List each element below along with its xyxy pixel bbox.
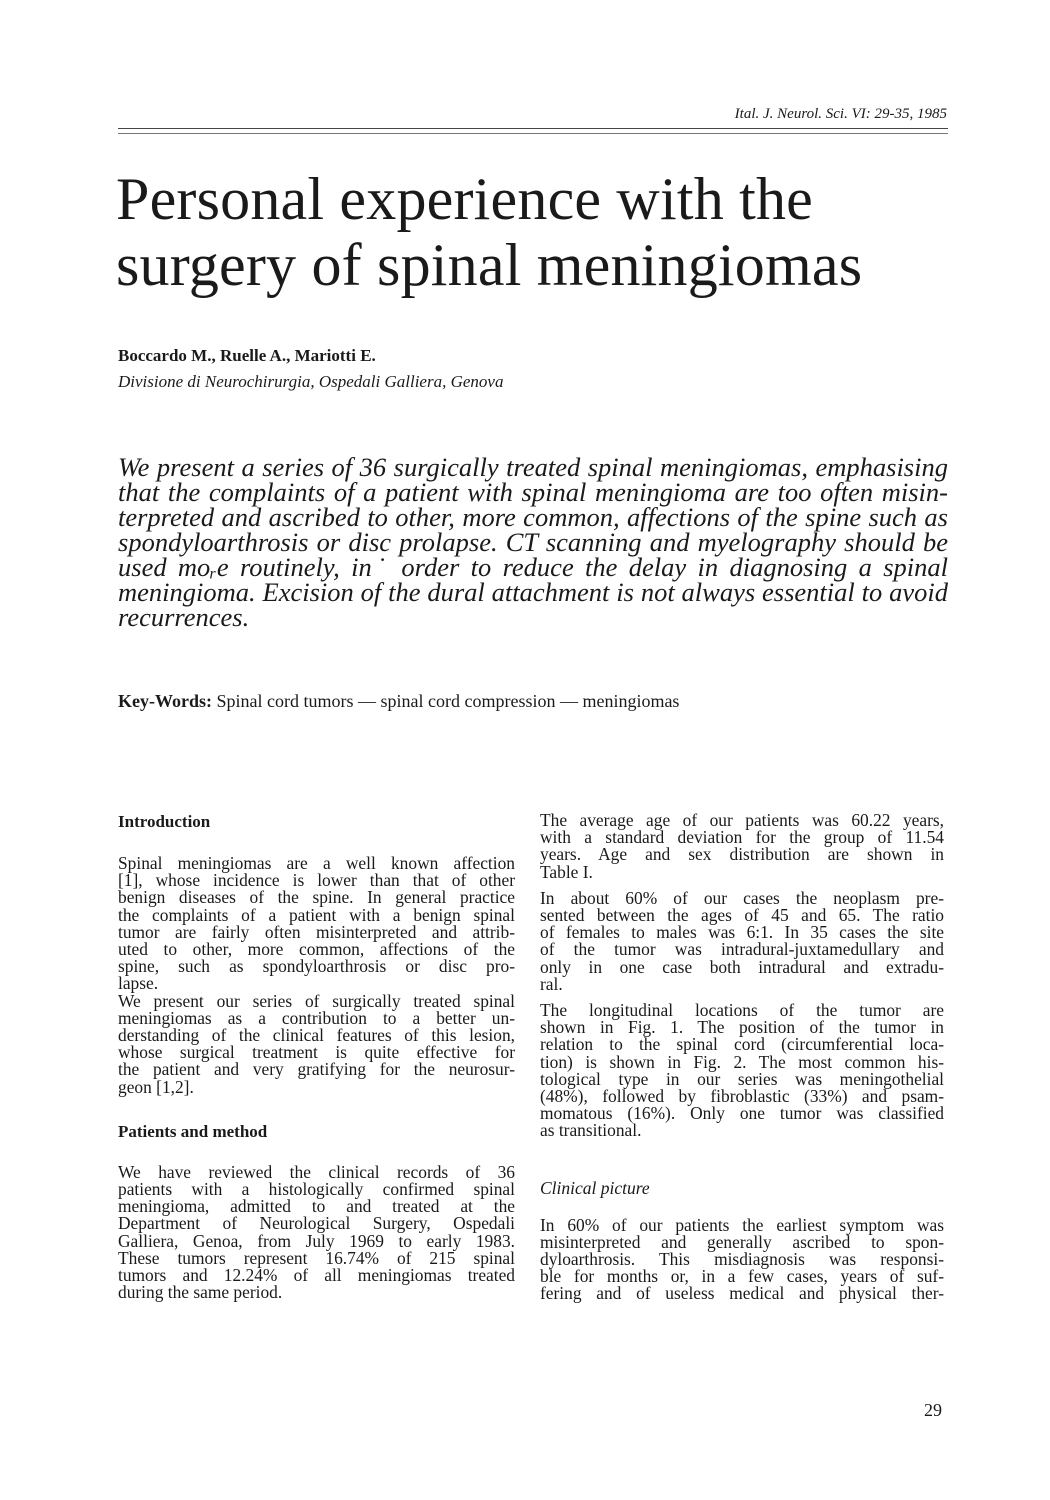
intro-paragraph-2 [118,990,515,1097]
page-number: 29 [924,1400,942,1420]
text-line: spine, such as spondyloarthrosis or disc pro- [118,956,515,977]
title-line-1: Personal experience with the [116,166,814,232]
text-line: meningioma, admitted to and treated at the [118,1196,515,1217]
text-line: Department of Neurological Surgery, Ospedali [118,1213,515,1234]
text-line: sented between the ages of 45 and 65. The ratio [540,905,944,926]
journal-reference: Ital. J. Neurol. Sci. VI: 29-35, 1985 [734,106,947,122]
text-line: with a standard deviation for the group of 11.54 [540,827,944,848]
text-line: patients with a histologically confirmed spinal [118,1179,515,1200]
text-line: relation to the spinal cord (circumferential loca- [540,1034,944,1055]
text-line: geon [1,2]. [118,1076,194,1097]
header-rule-bottom [118,133,948,134]
abstract-line: meningioma. Excision of the dural attachment is not always essential to avoid [118,577,948,607]
abstract-line: recurrences. [118,602,250,632]
text-line: Table I. [540,861,593,882]
intro-paragraph-1 [118,855,515,993]
authors: Boccardo M., Ruelle A., Mariotti E. [118,346,376,365]
text-line: of females to males was 6:1. In 35 cases the site [540,922,944,943]
results-paragraph-1 [540,812,944,881]
text-line: momatous (16%). Only one tumor was classified [540,1103,944,1124]
header-rule-top [118,128,948,129]
results-paragraph-3 [540,1002,944,1140]
keywords-label: Key-Words: [118,691,212,711]
text-line: of the tumor was intradural-juxtamedullary and [540,939,944,960]
abstract-line: used moᵣe routinely, in˙ order to reduce the delay in diagnosing a spinal [118,552,948,582]
text-line: Spinal meningiomas are a well known affection [118,853,515,873]
text-line: misinterpreted and generally ascribed to spon- [540,1231,944,1252]
text-line: In 60% of our patients the earliest symptom was [540,1214,944,1235]
text-line: tumors and 12.24% of all meningiomas treated [118,1265,515,1286]
text-line: the patient and very gratifying for the neurosur- [118,1059,515,1080]
abstract-line: that the complaints of a patient with spinal meningioma are too often misin- [118,477,948,507]
text-line: whose surgical treatment is quite effective for [118,1042,515,1063]
abstract [118,452,948,632]
keywords-text: Spinal cord tumors — spinal cord compression — meningiomas [212,691,680,711]
introduction-heading: Introduction [118,812,211,831]
text-line: These tumors represent 16.74% of 215 spinal [118,1247,515,1268]
text-line: uted to other, more common, affections of the [118,939,515,960]
text-line: derstanding of the clinical features of this lesion, [118,1025,515,1046]
text-line: lapse. [118,973,159,994]
text-line: as transitional. [540,1120,642,1141]
text-line: tological type in our series was meningothelial [540,1068,944,1089]
text-line: benign diseases of the spine. In general practice [118,887,515,908]
text-line: ral. [540,973,563,994]
text-line: ble for months or, in a few cases, years of suf- [540,1266,944,1287]
text-line: [1], whose incidence is lower than that of other [118,870,515,891]
article-title [116,166,956,298]
affiliation: Divisione di Neurochirurgia, Ospedali Galliera, Genova [118,372,504,391]
text-line: the complaints of a patient with a benign spinal [118,904,515,925]
text-line: dyloarthrosis. This misdiagnosis was responsi- [540,1249,944,1270]
abstract-line: terpreted and ascribed to other, more common, affections of the spine such as [118,502,948,532]
results-paragraph-2 [540,887,944,994]
text-line: We present our series of surgically treated spinal [118,990,515,1011]
text-line: The average age of our patients was 60.22 years, [540,810,944,830]
methods-heading: Patients and method [118,1121,268,1141]
text-line: (48%), followed by fibroblastic (33%) and psam- [540,1086,944,1107]
text-line: tion) is shown in Fig. 2. The most common his- [540,1051,944,1072]
title-line-2: surgery of spinal meningiomas [116,232,863,298]
text-line: In about 60% of our cases the neoplasm pre- [540,887,944,908]
text-line: during the same period. [118,1282,283,1303]
left-column [118,812,515,1301]
clinical-picture-heading: Clinical picture [540,1177,650,1198]
text-line: The longitudinal locations of the tumor are [540,1000,944,1021]
abstract-line: We present a series of 36 surgically treated spinal meningiomas, emphasising [118,452,948,482]
text-line: meningiomas as a contribution to a better un- [118,1007,515,1028]
keywords [118,690,948,712]
text-line: years. Age and sex distribution are shown in [540,844,944,865]
clinical-paragraph-1 [540,1214,944,1304]
text-line: fering and of useless medical and physical ther- [540,1283,944,1304]
text-line: We have reviewed the clinical records of 36 [118,1161,515,1182]
text-line: Galliera, Genoa, from July 1969 to early 1983. [118,1230,515,1251]
text-line: only in one case both intradural and extradu- [540,956,944,977]
right-column [540,812,944,1303]
methods-paragraph-1 [118,1161,515,1303]
text-line: tumor are fairly often misinterpreted and attrib- [118,921,515,942]
text-line: shown in Fig. 1. The position of the tumor in [540,1017,944,1038]
abstract-line: spondyloarthrosis or disc prolapse. CT scanning and myelography should be [118,527,948,557]
